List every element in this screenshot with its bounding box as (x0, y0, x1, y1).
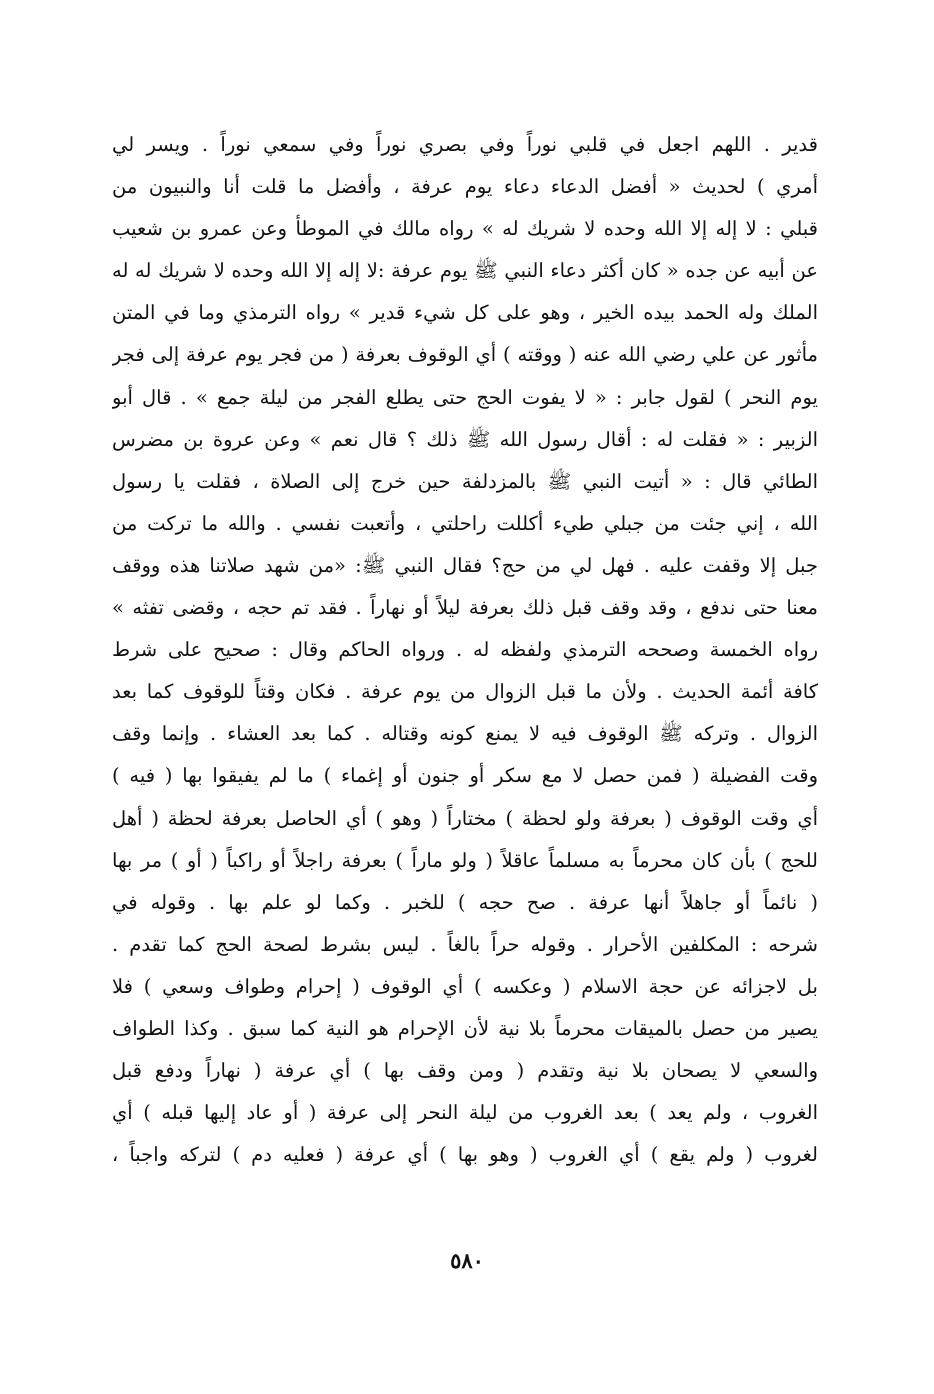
text-line: الغروب ، ولم يعد ) بعد الغروب من ليلة النحر إلى عرفة ( أو عاد إليها قبله ) أي (112, 1101, 818, 1125)
text-line: كافة أئمة الحديث . ولأن ما قبل الزوال من يوم عرفة . فكان وقتاً للوقوف كما بعد (112, 680, 818, 704)
text-line: رواه الخمسة وصححه الترمذي ولفظه له . ورواه الحاكم وقال : صحيح على شرط (112, 638, 818, 662)
body-text (112, 124, 818, 1176)
text-line: ( نائماً أو جاهلاً أنها عرفة . صح حجه ) للخبر . وكما لو علم بها . وقوله في (112, 890, 818, 914)
text-line: قدير . اللهم اجعل في قلبي نوراً وفي بصري نوراً وفي سمعي نوراً . ويسر لي (112, 133, 818, 156)
text-line: لغروب ( ولم يقع ) أي الغروب ( وهو بها ) أي عرفة ( فعليه دم ) لتركه واجباً ، (112, 1143, 818, 1167)
text-line: قبلي : لا إله إلا الله وحده لا شريك له » رواه مالك في الموطأ وعن عمرو بن شعيب (112, 217, 818, 241)
text-line: يوم النحر ) لقول جابر : « لا يفوت الحج حتى يطلع الفجر من ليلة جمع » . قال أبو (112, 385, 818, 409)
text-line: يصير من حصل بالميقات محرماً بلا نية لأن الإحرام هو النية كما سبق . وكذا الطواف (112, 1016, 818, 1040)
text-line: الزبير : « فقلت له : أقال رسول الله ﷺ ذلك ؟ قال نعم » وعن عروة بن مضرس (112, 427, 818, 451)
text-line: وقت الفضيلة ( فمن حصل لا مع سكر أو جنون أو إغماء ) ما لم يفيقوا بها ( فيه ) (112, 764, 818, 788)
text-line: جبل إلا وقفت عليه . فهل لي من حج؟ فقال النبي ﷺ: «من شهد صلاتنا هذه ووقف (112, 553, 818, 577)
text-line: الملك وله الحمد بيده الخير ، وهو على كل شيء قدير » رواه الترمذي وما في المتن (112, 301, 818, 325)
text-line: أمري ) لحديث « أفضل الدعاء دعاء يوم عرفة ، وأفضل ما قلت أنا والنبيون من (112, 175, 818, 199)
text-line: الطائي قال : « أتيت النبي ﷺ بالمزدلفة حين خرج إلى الصلاة ، فقلت يا رسول (112, 469, 818, 493)
text-line: الزوال . وتركه ﷺ الوقوف فيه لا يمنع كونه وقتاله . كما بعد العشاء . وإنما وقف (112, 722, 818, 746)
page-number: ٥٨٠ (450, 1248, 484, 1273)
text-line: أي وقت الوقوف ( بعرفة ولو لحظة ) مختاراً ( وهو ) أي الحاصل بعرفة لحظة ( أهل (112, 806, 818, 830)
text-line: والسعي لا يصحان بلا نية وتقدم ( ومن وقف بها ) أي عرفة ( نهاراً ودفع قبل (112, 1059, 818, 1083)
text-line: عن أبيه عن جده « كان أكثر دعاء النبي ﷺ يوم عرفة :لا إله إلا الله وحده لا شريك له له (112, 259, 818, 283)
text-line: للحج ) بأن كان محرماً به مسلماً عاقلاً ( ولو ماراً ) بعرفة راجلاً أو راكباً ( أو ) مر بها (112, 848, 818, 872)
text-line: شرحه : المكلفين الأحرار . وقوله حراً بالغاً . ليس بشرط لصحة الحج كما تقدم . (112, 932, 818, 956)
text-line: معنا حتى ندفع ، وقد وقف قبل ذلك بعرفة ليلاً أو نهاراً . فقد تم حجه ، وقضى تفثه » (112, 596, 818, 620)
text-line: مأثور عن علي رضي الله عنه ( ووقته ) أي الوقوف بعرفة ( من فجر يوم عرفة إلى فجر (112, 343, 818, 367)
text-line: بل لاجزائه عن حجة الاسلام ( وعكسه ) أي الوقوف ( إحرام وطواف وسعي ) فلا (112, 974, 818, 998)
text-line: الله ، إني جئت من جبلي طيء أكللت راحلتي ، وأتعبت نفسي . والله ما تركت من (112, 511, 818, 535)
